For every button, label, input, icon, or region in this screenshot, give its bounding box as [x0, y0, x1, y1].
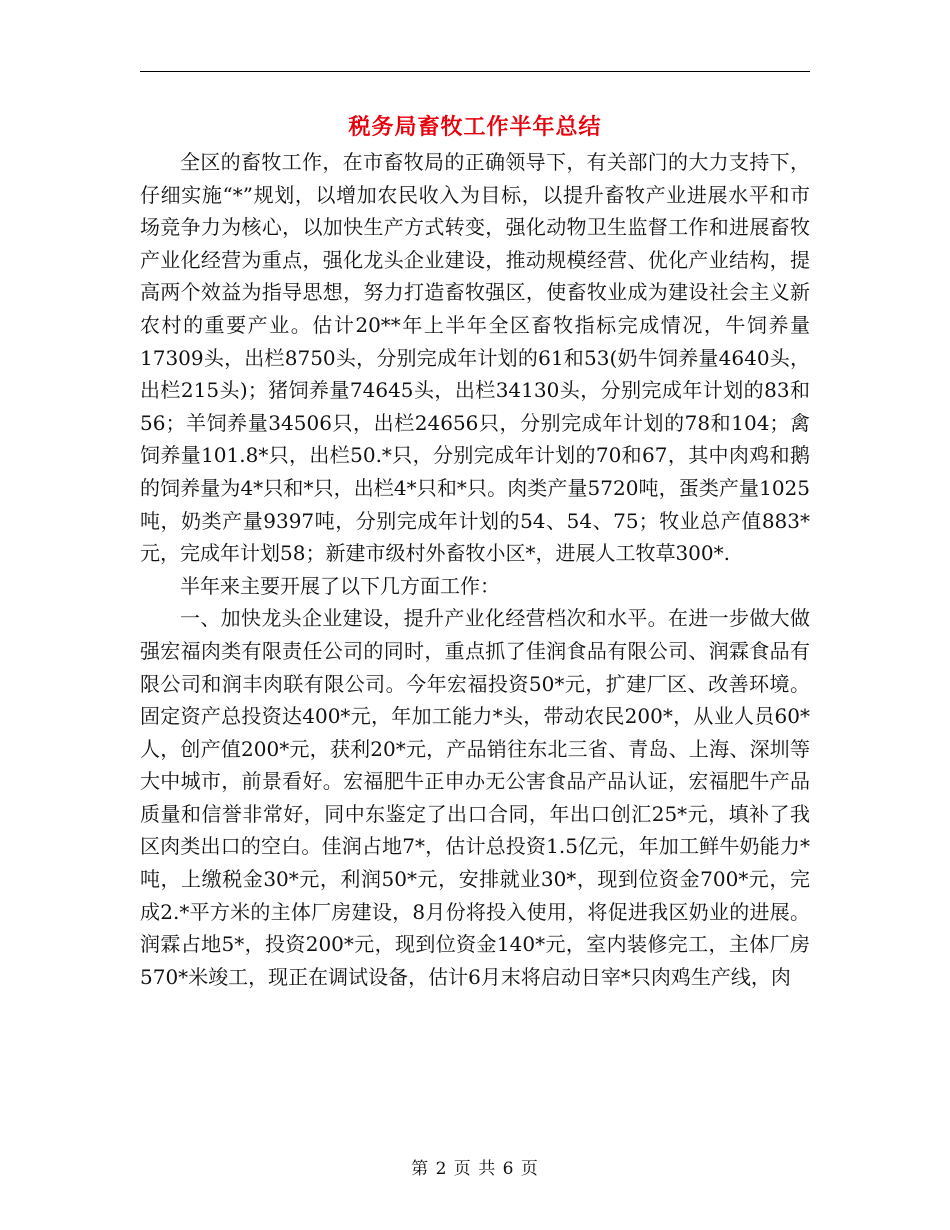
paragraph: 全区的畜牧工作，在市畜牧局的正确领导下，有关部门的大力支持下，仔细实施“*”规划，以增加农民收入为目标，以提升畜牧产业进展水平和市场竞争力为核心，以加快生产方式转变，强化动物卫生监督工作和进展畜牧产业化经营为重点，强化龙头企业建设，推动规模经营、优化产业结构，提高两个效益为指导思想，努力打造畜牧强区，使畜牧业成为建设社会主义新农村的重要产业。估计20**年上半年全区畜牧指标完成情况，牛饲养量17309头，出栏8750头，分别完成年计划的61和53(奶牛饲养量4640头，出栏215头)；猪饲养量74645头，出栏34130头，分别完成年计划的83和56；羊饲养量34506只，出栏24656只，分别完成年计划的78和104；禽饲养量101.8*只，出栏50.*只，分别完成年计划的70和67，其中肉鸡和鹅的饲养量为4*只和*只，出栏4*只和*只。肉类产量5720吨，蛋类产量1025吨，奶类产量9397吨，分别完成年计划的54、54、75；牧业总产值883*元，完成年计划58；新建市级村外畜牧小区*，进展人工牧草300*.	[140, 150, 810, 566]
paragraph: 半年来主要开展了以下几方面工作：	[180, 573, 500, 598]
document-body	[140, 146, 810, 993]
paragraph: 一、加快龙头企业建设，提升产业化经营档次和水平。在进一步做大做强宏福肉类有限责任公司的同时，重点抓了佳润食品有限公司、润霖食品有限公司和润丰肉联有限公司。今年宏福投资50*元，扩建厂区、改善环境。固定资产总投资达400*元，年加工能力*头，带动农民200*，从业人员60*人，创产值200*元，获利20*元，产品销往东北三省、青岛、上海、深圳等大中城市，前景看好。宏福肥牛正申办无公害食品产品认证，宏福肥牛产品质量和信誉非常好，同中东鉴定了出口合同，年出口创汇25*元，填补了我区肉类出口的空白。佳润占地7*，估计总投资1.5亿元，年加工鲜牛奶能力*吨，上缴税金30*元，利润50*元，安排就业30*，现到位资金700*元，完成2.*平方米的主体厂房建设，8月份将投入使用，将促进我区奶业的进展。润霖占地5*，投资200*元，现到位资金140*元，室内装修完工，主体厂房570*米竣工，现正在调试设备，估计6月末将启动日宰*只肉鸡生产线，肉	[140, 606, 810, 989]
page-footer: 第 2 页 共 6 页	[411, 1159, 539, 1179]
header-rule	[140, 71, 810, 72]
document-title: 税务局畜牧工作半年总结	[348, 114, 602, 140]
